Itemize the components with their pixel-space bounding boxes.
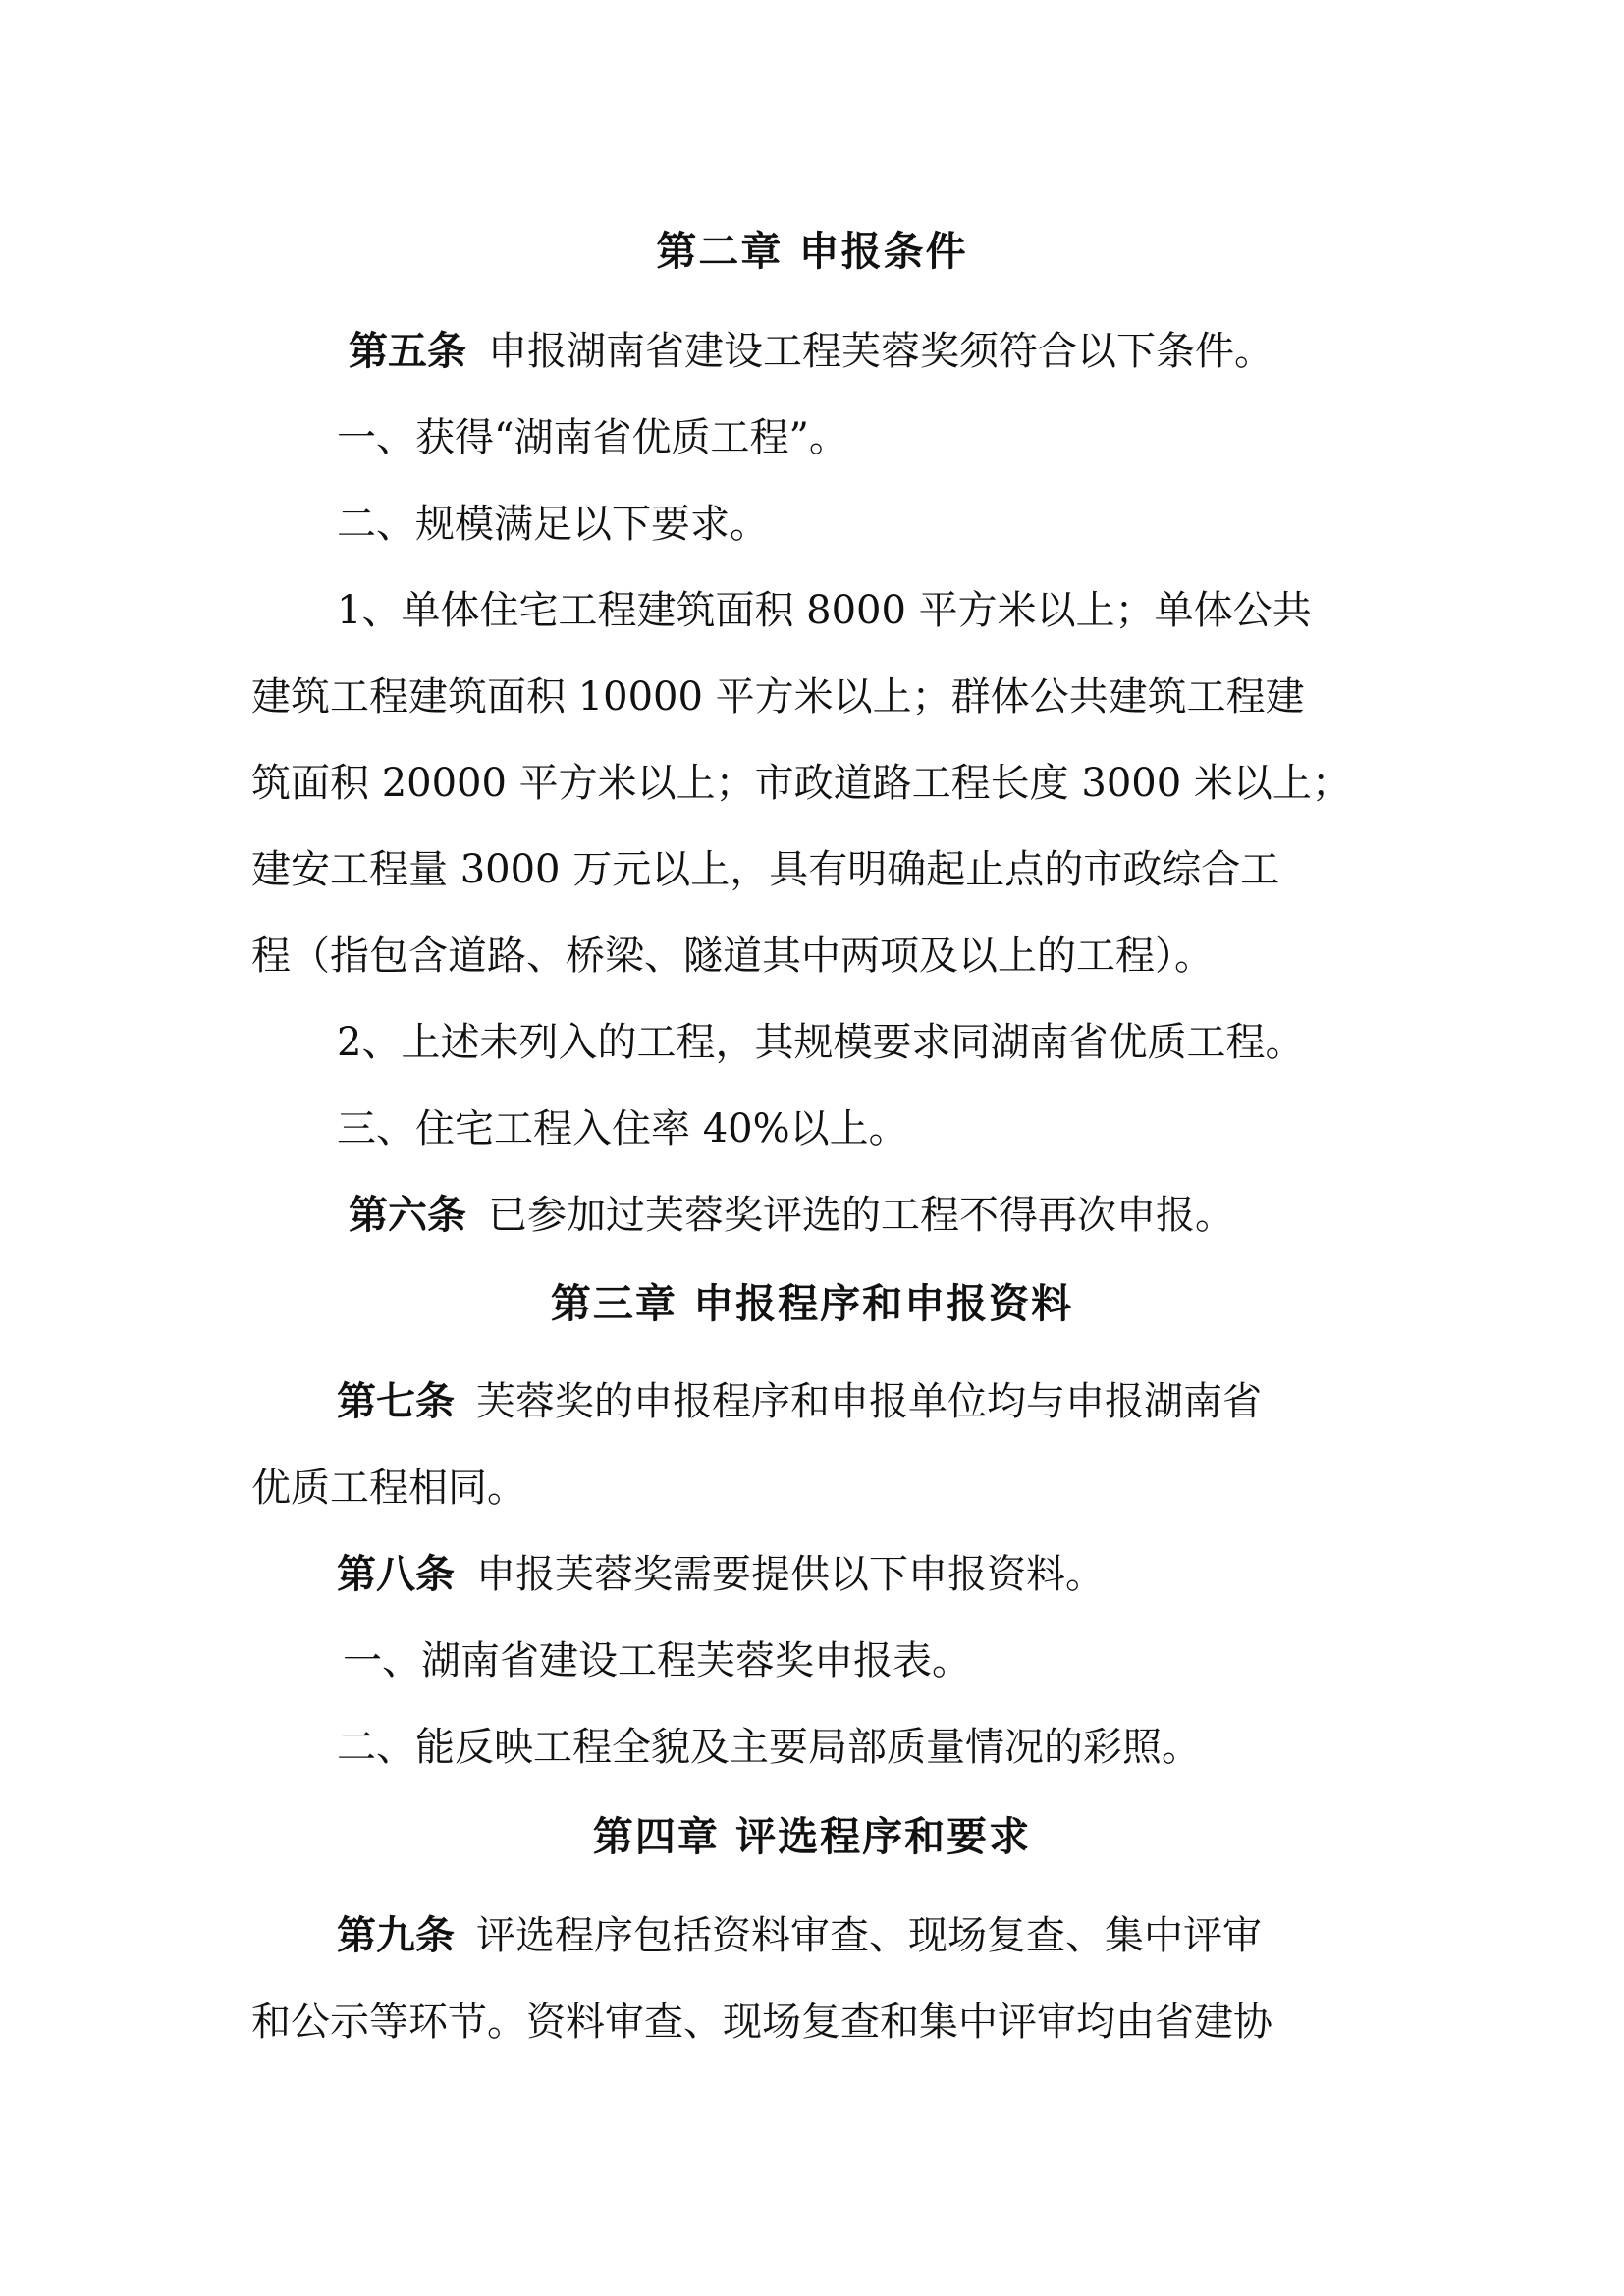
article-text: 芙蓉奖的申报程序和申报单位均与申报湖南省 [476,1379,1262,1424]
paragraph: 二、规模满足以下要求。 [337,502,769,547]
chapter-2-title: 第二章 申报条件 [656,228,968,275]
article-label: 第九条 [337,1912,455,1958]
article-7 [0,1374,1624,1429]
paragraph: 一、湖南省建设工程芙蓉奖申报表。 [343,1638,971,1683]
paragraph: 2、上述未列入的工程，其规模要求同湖南省优质工程。 [337,1020,1305,1065]
paragraph: 建安工程量 3000 万元以上，具有明确起止点的市政综合工 [251,847,1280,892]
paragraph: 优质工程相同。 [251,1466,526,1511]
article-text: 已参加过芙蓉奖评选的工程不得再次申报。 [488,1193,1234,1238]
paragraph: 程（指包含道路、桥梁、隧道其中两项及以上的工程）。 [251,934,1214,979]
article-6 [0,1188,1624,1243]
article-text: 申报湖南省建设工程芙蓉奖须符合以下条件。 [488,329,1273,374]
article-9 [0,1908,1624,1963]
paragraph: 和公示等环节。资料审查、现场复查和集中评审均由省建协 [251,2000,1272,2045]
article-8 [0,1547,1624,1602]
chapter-3-title: 第三章 申报程序和申报资料 [550,1280,1074,1327]
paragraph: 三、住宅工程入住率 40%以上。 [337,1106,908,1151]
paragraph: 筑面积 20000 平方米以上；市政道路工程长度 3000 米以上； [251,761,1351,806]
paragraph: 一、获得“湖南省优质工程”。 [337,415,848,460]
article-label: 第六条 [349,1192,466,1238]
article-label: 第七条 [337,1378,455,1424]
paragraph: 1、单体住宅工程建筑面积 8000 平方米以上；单体公共 [337,588,1312,633]
article-label: 第八条 [337,1551,455,1597]
article-5 [0,324,1624,379]
article-text: 申报芙蓉奖需要提供以下申报资料。 [476,1552,1105,1597]
paragraph: 二、能反映工程全貌及主要局部质量情况的彩照。 [337,1725,1201,1770]
chapter-4-title: 第四章 评选程序和要求 [592,1813,1032,1860]
paragraph: 建筑工程建筑面积 10000 平方米以上；群体公共建筑工程建 [251,674,1305,720]
article-label: 第五条 [349,328,466,374]
article-text: 评选程序包括资料审查、现场复查、集中评审 [476,1913,1262,1958]
